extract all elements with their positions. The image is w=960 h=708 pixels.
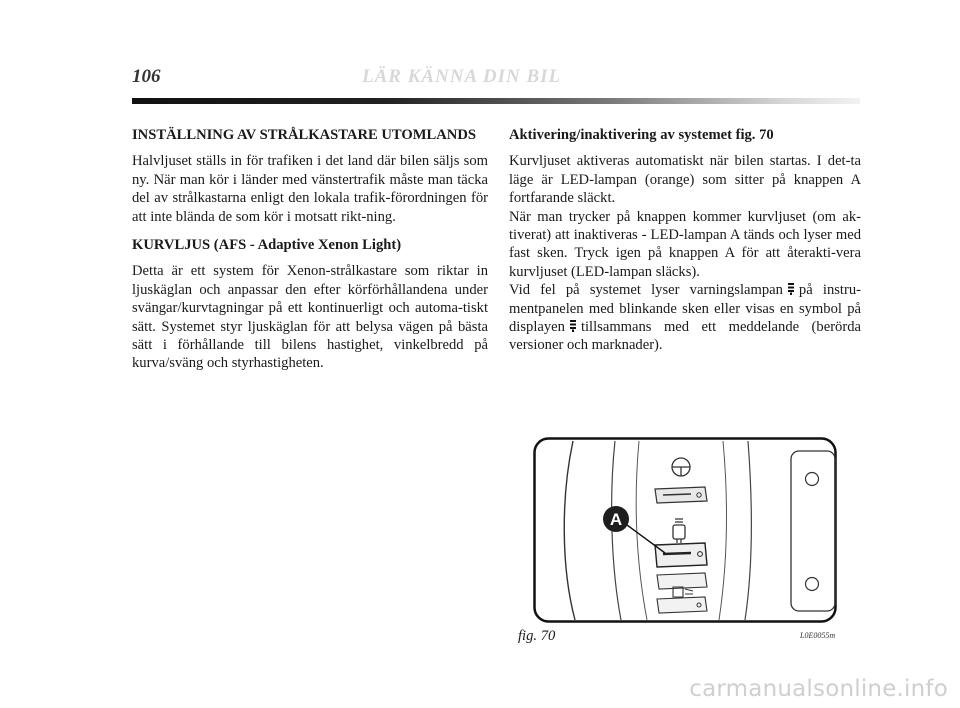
paragraph-activation-3-part-1: Vid fel på systemet lyser varningslampan [509,282,783,299]
section-heading-activation: Aktivering/inaktivering av systemet fig. 70 [509,127,774,143]
paragraph-afs: Detta är ett system för Xenon-strålkastare som riktar in ljuskäglan och anpassar den efter körförhållandena under svängar/kurvtagningar på ett kontinuerligt och automa-tiskt sätt. Systemet styr ljuskäglan för att belysa vägen på bästa sätt i förhållande till bilens hastighet, vinkelbredd på kurva/sväng och styrhastigheten. [132,263,488,372]
section-heading-afs: KURVLJUS (AFS - Adaptive Xenon Light) [132,237,402,254]
page-header [132,66,860,96]
paragraph-activation-1: Kurvljuset aktiveras automatiskt när bilen startas. I det-ta läge är LED-lampan (orange) som sitter på knappen A fortfarande släckt. [509,153,861,207]
paragraph-activation-2: När man trycker på knappen kommer kurvljuset (om ak-tiverat) att inaktiveras - LED-lampan A tänds och lyser med fast sken. Tryck igen på knappen A för att återakti-vera kurvljuset (LED-lampan släcks). [509,208,861,280]
figure-caption: fig. 70 [518,628,556,644]
running-title: LÄR KÄNNA DIN BIL [362,66,562,87]
afs-display-icon [569,319,577,333]
paragraph-activation-3-part-3: tillsammans med ett meddelande (berörda versioner och marknader). [509,319,861,354]
section-heading-headlight-abroad: INSTÄLLNING AV STRÅLKASTARE UTOMLANDS [132,127,476,143]
left-column [132,126,488,373]
page-number: 106 [132,66,161,87]
paragraph-activation-3 [509,281,861,355]
right-column [509,126,861,355]
figure-code: L0E0055m [800,631,836,640]
watermark-text: carmanualsonline.info [689,676,948,702]
callout-label-a: A [609,510,623,529]
figure-70-illustration [533,437,837,623]
paragraph-headlight-abroad: Halvljuset ställs in för trafiken i det land där bilen säljs som ny. När man kör i länder med vänstertrafik måste man täcka del av strålkastarna enligt den lokala trafik-förordningen för att inte blända de som kör i motsatt rikt-ning. [132,153,488,225]
paragraph-activation-3-part-2: på instru-mentpanelen med blinkande sken eller visas en symbol på displayen [509,282,861,336]
header-rule [132,98,860,104]
dashboard-switch-drawing [533,437,837,623]
afs-warning-icon [787,282,795,296]
